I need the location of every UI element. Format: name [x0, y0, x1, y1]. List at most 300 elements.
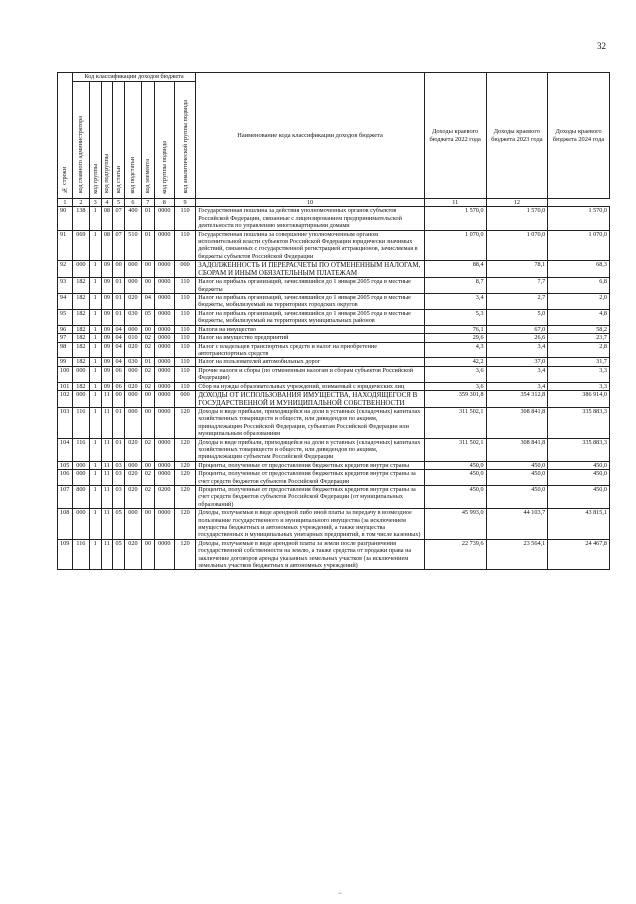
- row-number: 103: [58, 407, 73, 438]
- code-subgroup-cell: 11: [101, 390, 113, 407]
- code-subgroup-cell: 11: [101, 407, 113, 438]
- amount-2024: 31,7: [548, 358, 610, 366]
- code-group-header: код группы: [89, 82, 101, 199]
- code-article-cell: 03: [113, 470, 125, 486]
- code-subgroup-cell: 09: [101, 366, 113, 382]
- code-subtype-group-cell: 0200: [154, 486, 174, 509]
- amount-2022: 8,7: [424, 278, 486, 294]
- code-subtype-group-cell: 0000: [154, 325, 174, 333]
- code-subgroup-cell: 11: [101, 438, 113, 461]
- code-admin-cell: 000: [72, 461, 89, 469]
- code-subarticle-cell: 000: [124, 509, 141, 540]
- code-element-cell: 02: [141, 438, 154, 461]
- amount-2022: 311 502,1: [424, 407, 486, 438]
- code-subtype-group-header: код группы подвида: [154, 82, 174, 199]
- amount-2023: 354 312,8: [486, 390, 548, 407]
- code-element-cell: 02: [141, 342, 154, 358]
- amount-2023: 308 841,8: [486, 407, 548, 438]
- table-row: [58, 390, 610, 407]
- name-column-header: Наименование кода классификации доходов бюджета: [196, 73, 425, 199]
- amount-2024: 1 570,0: [548, 207, 610, 230]
- code-article-cell: 01: [113, 309, 125, 325]
- code-analytic-group-cell: 110: [174, 207, 195, 230]
- amount-2023: 1 070,0: [486, 230, 548, 261]
- code-subtype-group-cell: 0000: [154, 438, 174, 461]
- code-subarticle-cell: 000: [124, 461, 141, 469]
- code-analytic-group-cell: 000: [174, 390, 195, 407]
- code-subgroup-cell: 11: [101, 509, 113, 540]
- classification-name: Налог на прибыль организаций, зачислявшийся до 1 января 2005 года в местные бюджеты, мобилизуемый на территориях городских округов: [196, 294, 425, 310]
- code-element-cell: 02: [141, 470, 154, 486]
- table-row: [58, 509, 610, 540]
- code-article-cell: 05: [113, 509, 125, 540]
- code-subtype-group-cell: 0000: [154, 207, 174, 230]
- row-number: 102: [58, 390, 73, 407]
- code-group-cell: 1: [89, 261, 101, 278]
- code-group-cell: 1: [89, 342, 101, 358]
- amount-2023: 78,1: [486, 261, 548, 278]
- code-subgroup-cell: 08: [101, 207, 113, 230]
- amount-2024: 450,0: [548, 470, 610, 486]
- row-number: 108: [58, 509, 73, 540]
- amount-2023: 3,4: [486, 342, 548, 358]
- row-number: 101: [58, 382, 73, 390]
- table-row: [58, 334, 610, 342]
- footer-mark: ~: [338, 890, 342, 898]
- classification-group-header: Код классификации доходов бюджета: [72, 73, 195, 82]
- table-row: [58, 539, 610, 570]
- column-number-row: [58, 199, 610, 207]
- amount-2023: 37,0: [486, 358, 548, 366]
- code-subgroup-cell: 09: [101, 382, 113, 390]
- code-element-cell: 00: [141, 390, 154, 407]
- column-number: 2: [72, 199, 89, 207]
- classification-name: Налог на пользователей автомобильных дорог: [196, 358, 425, 366]
- table-row: [58, 461, 610, 469]
- code-subarticle-cell: 020: [124, 539, 141, 570]
- row-number: 107: [58, 486, 73, 509]
- table-row: [58, 342, 610, 358]
- code-article-cell: 00: [113, 261, 125, 278]
- amount-2024: 2,8: [548, 342, 610, 358]
- code-group-cell: 1: [89, 438, 101, 461]
- code-subarticle-cell: 020: [124, 382, 141, 390]
- code-analytic-group-cell: 110: [174, 366, 195, 382]
- amount-2024: 3,3: [548, 366, 610, 382]
- table-row: [58, 486, 610, 509]
- code-article-cell: 06: [113, 382, 125, 390]
- code-analytic-group-cell: 120: [174, 486, 195, 509]
- classification-name: Доходы, получаемые в виде арендной платы за земли после разграничения государственной собственности на землю, а также средства от продажи права на заключение договоров аренды указанных земельных участков (за исключением земельных участков бюджетных и автономных учреждений): [196, 539, 425, 570]
- code-analytic-group-cell: 000: [174, 261, 195, 278]
- classification-name: Доходы, получаемые в виде арендной либо иной платы за передачу в возмездное пользование государственного и муниципального имущества (за исключением имущества бюджетных и автономных учреждений, а также имущества государственных и муниципальных унитарных предприятий, в том числе казенных): [196, 509, 425, 540]
- code-subgroup-cell: 09: [101, 342, 113, 358]
- column-number: 8: [154, 199, 174, 207]
- code-article-cell: 01: [113, 294, 125, 310]
- code-element-cell: 00: [141, 539, 154, 570]
- table-row: [58, 438, 610, 461]
- column-number: 3: [89, 199, 101, 207]
- code-admin-cell: 182: [72, 358, 89, 366]
- code-element-cell: 00: [141, 261, 154, 278]
- code-analytic-group-cell: 120: [174, 539, 195, 570]
- amount-2023: 23 564,1: [486, 539, 548, 570]
- classification-name: Сбор на нужды образовательных учреждений, взимаемый с юридических лиц: [196, 382, 425, 390]
- classification-name: ДОХОДЫ ОТ ИСПОЛЬЗОВАНИЯ ИМУЩЕСТВА, НАХОДЯЩЕГОСЯ В ГОСУДАРСТВЕННОЙ И МУНИЦИПАЛЬНОЙ СОБСТВЕННОСТИ: [196, 390, 425, 407]
- classification-name: Налог на прибыль организаций, зачислявшийся до 1 января 2005 года в местные бюджеты, мобилизуемый на территориях муниципальных районов: [196, 309, 425, 325]
- code-admin-cell: 000: [72, 470, 89, 486]
- amount-2022: 3,6: [424, 366, 486, 382]
- code-element-cell: 02: [141, 366, 154, 382]
- amount-2024: 450,0: [548, 486, 610, 509]
- code-element-cell: 02: [141, 486, 154, 509]
- classification-name: Налоги на имущество: [196, 325, 425, 333]
- code-group-cell: 1: [89, 230, 101, 261]
- code-subarticle-cell: 510: [124, 230, 141, 261]
- amount-2023: 450,0: [486, 486, 548, 509]
- amount-2024: 386 914,0: [548, 390, 610, 407]
- code-analytic-group-cell: 120: [174, 438, 195, 461]
- amount-2022: 29,6: [424, 334, 486, 342]
- code-admin-cell: 182: [72, 334, 89, 342]
- code-article-cell: 01: [113, 278, 125, 294]
- code-article-cell: 04: [113, 342, 125, 358]
- amount-2022: 311 502,1: [424, 438, 486, 461]
- code-element-cell: 01: [141, 230, 154, 261]
- column-number: 6: [124, 199, 141, 207]
- column-number: 7: [141, 199, 154, 207]
- amount-2022: 359 301,8: [424, 390, 486, 407]
- code-group-cell: 1: [89, 309, 101, 325]
- row-number: 109: [58, 539, 73, 570]
- code-subarticle-cell: 000: [124, 325, 141, 333]
- code-analytic-group-cell: 110: [174, 342, 195, 358]
- row-number: 105: [58, 461, 73, 469]
- code-subarticle-cell: 000: [124, 390, 141, 407]
- code-subtype-group-cell: 0000: [154, 278, 174, 294]
- code-subarticle-cell: 010: [124, 334, 141, 342]
- code-element-cell: 00: [141, 509, 154, 540]
- code-analytic-group-cell: 110: [174, 334, 195, 342]
- code-subgroup-cell: 11: [101, 461, 113, 469]
- code-group-cell: 1: [89, 358, 101, 366]
- code-analytic-group-cell: 110: [174, 309, 195, 325]
- column-number: 12: [486, 199, 548, 207]
- code-subtype-group-cell: 0000: [154, 342, 174, 358]
- code-article-cell: 01: [113, 407, 125, 438]
- code-subtype-group-cell: 0000: [154, 382, 174, 390]
- row-number: 104: [58, 438, 73, 461]
- classification-name: Проценты, полученные от предоставления бюджетных кредитов внутри страны за счет средств бюджетов субъектов Российской Федерации (от муниципальных образований): [196, 486, 425, 509]
- code-analytic-group-cell: 120: [174, 470, 195, 486]
- code-subgroup-cell: 09: [101, 278, 113, 294]
- amount-2022: 1 070,0: [424, 230, 486, 261]
- row-number: 98: [58, 342, 73, 358]
- code-article-cell: 04: [113, 334, 125, 342]
- code-subtype-group-cell: 0000: [154, 358, 174, 366]
- amount-2022: 1 570,0: [424, 207, 486, 230]
- amount-2023: 450,0: [486, 461, 548, 469]
- code-article-cell: 04: [113, 325, 125, 333]
- code-subtype-group-cell: 0000: [154, 509, 174, 540]
- column-number: 1: [58, 199, 73, 207]
- code-article-cell: 01: [113, 438, 125, 461]
- code-element-cell: 05: [141, 309, 154, 325]
- code-article-cell: 05: [113, 539, 125, 570]
- amount-2022: 42,2: [424, 358, 486, 366]
- code-subtype-group-cell: 0000: [154, 407, 174, 438]
- code-element-cell: 01: [141, 358, 154, 366]
- code-group-cell: 1: [89, 509, 101, 540]
- code-admin-cell: 800: [72, 486, 89, 509]
- code-group-cell: 1: [89, 390, 101, 407]
- code-subarticle-cell: 020: [124, 342, 141, 358]
- amount-2023: 44 103,7: [486, 509, 548, 540]
- code-element-cell: 00: [141, 407, 154, 438]
- column-number: 5: [113, 199, 125, 207]
- code-article-header: код статьи: [113, 82, 125, 199]
- amount-2024: 24 467,8: [548, 539, 610, 570]
- code-group-cell: 1: [89, 294, 101, 310]
- code-element-cell: 02: [141, 382, 154, 390]
- row-number: 93: [58, 278, 73, 294]
- code-group-cell: 1: [89, 407, 101, 438]
- code-subgroup-cell: 09: [101, 261, 113, 278]
- row-number-header: № строки: [58, 73, 73, 199]
- code-subgroup-cell: 09: [101, 334, 113, 342]
- amount-2023: 308 841,8: [486, 438, 548, 461]
- code-subgroup-cell: 09: [101, 325, 113, 333]
- code-subgroup-cell: 11: [101, 539, 113, 570]
- classification-name: Прочие налоги и сборы (по отмененным налогам и сборам субъектов Российской Федерации): [196, 366, 425, 382]
- code-article-cell: 03: [113, 461, 125, 469]
- code-subtype-group-cell: 0000: [154, 461, 174, 469]
- code-subarticle-cell: 030: [124, 309, 141, 325]
- code-article-cell: 03: [113, 486, 125, 509]
- code-group-cell: 1: [89, 325, 101, 333]
- code-subtype-group-cell: 0000: [154, 309, 174, 325]
- table-row: [58, 278, 610, 294]
- amount-2022: 76,1: [424, 325, 486, 333]
- code-subgroup-cell: 09: [101, 309, 113, 325]
- amount-2022: 22 739,6: [424, 539, 486, 570]
- code-admin-cell: 182: [72, 309, 89, 325]
- column-number: 4: [101, 199, 113, 207]
- code-group-cell: 1: [89, 207, 101, 230]
- table-row: [58, 358, 610, 366]
- classification-name: Проценты, полученные от предоставления бюджетных кредитов внутри страны: [196, 461, 425, 469]
- row-number: 92: [58, 261, 73, 278]
- amount-2023: 1 570,0: [486, 207, 548, 230]
- code-article-cell: 06: [113, 366, 125, 382]
- code-article-cell: 07: [113, 230, 125, 261]
- code-admin-cell: 182: [72, 325, 89, 333]
- row-number: 106: [58, 470, 73, 486]
- code-element-cell: 00: [141, 461, 154, 469]
- amount-2022: 450,0: [424, 461, 486, 469]
- code-admin-cell: 000: [72, 261, 89, 278]
- amount-2023: 5,0: [486, 309, 548, 325]
- code-article-cell: 04: [113, 358, 125, 366]
- table-row: [58, 230, 610, 261]
- code-subarticle-cell: 000: [124, 278, 141, 294]
- code-subgroup-cell: 09: [101, 358, 113, 366]
- code-admin-cell: 000: [72, 366, 89, 382]
- amount-2024: 335 883,3: [548, 438, 610, 461]
- code-subarticle-cell: 020: [124, 470, 141, 486]
- code-subgroup-cell: 11: [101, 470, 113, 486]
- classification-name: Государственная пошлина за совершение уполномоченным органом исполнительной власти субъектов Российской Федерации юридически значимых действий, связанных с государственной регистрацией аттракционов, зачисляемая в бюджеты субъектов Российской Федерации: [196, 230, 425, 261]
- amount-2022: 5,3: [424, 309, 486, 325]
- year-2023-header: Доходы краевого бюджета 2023 года: [486, 73, 548, 199]
- code-subtype-group-cell: 0000: [154, 294, 174, 310]
- table-row: [58, 294, 610, 310]
- code-subgroup-cell: 09: [101, 294, 113, 310]
- amount-2024: 58,2: [548, 325, 610, 333]
- row-number: 95: [58, 309, 73, 325]
- code-subgroup-cell: 11: [101, 486, 113, 509]
- column-number: 11: [424, 199, 486, 207]
- revenue-classification-table: [57, 72, 610, 570]
- code-analytic-group-cell: 120: [174, 509, 195, 540]
- code-analytic-group-cell: 110: [174, 278, 195, 294]
- code-subarticle-cell: 020: [124, 438, 141, 461]
- amount-2024: 1 070,0: [548, 230, 610, 261]
- table-row: [58, 207, 610, 230]
- code-analytic-group-cell: 120: [174, 407, 195, 438]
- amount-2022: 3,4: [424, 294, 486, 310]
- amount-2024: 43 815,1: [548, 509, 610, 540]
- amount-2022: 3,6: [424, 382, 486, 390]
- classification-name: Государственная пошлина за действия уполномоченных органов субъектов Российской Федерации, связанные с лицензированием предпринимательской деятельности по управлению многоквартирными домами: [196, 207, 425, 230]
- code-article-cell: 07: [113, 207, 125, 230]
- code-admin-cell: 182: [72, 382, 89, 390]
- code-article-cell: 00: [113, 390, 125, 407]
- code-admin-cell: 182: [72, 342, 89, 358]
- classification-name: Проценты, полученные от предоставления бюджетных кредитов внутри страны за счет средств бюджетов субъектов Российской Федерации: [196, 470, 425, 486]
- code-subtype-group-cell: 0000: [154, 230, 174, 261]
- classification-name: Доходы в виде прибыли, приходящейся на доли в уставных (складочных) капиталах хозяйственных товариществ и обществ, или дивидендов по акциям, принадлежащим Российской Федерации, субъектам Российской Федерации или муниципальным образованиям: [196, 407, 425, 438]
- row-number: 97: [58, 334, 73, 342]
- code-element-cell: 00: [141, 325, 154, 333]
- code-subgroup-cell: 08: [101, 230, 113, 261]
- classification-name: ЗАДОЛЖЕННОСТЬ И ПЕРЕРАСЧЕТЫ ПО ОТМЕНЕННЫМ НАЛОГАМ, СБОРАМ И ИНЫМ ОБЯЗАТЕЛЬНЫМ ПЛАТЕЖАМ: [196, 261, 425, 278]
- amount-2022: 4,3: [424, 342, 486, 358]
- code-subtype-group-cell: 0000: [154, 470, 174, 486]
- amount-2022: 450,0: [424, 470, 486, 486]
- year-2024-header: Доходы краевого бюджета 2024 года: [548, 73, 610, 199]
- row-number: 96: [58, 325, 73, 333]
- classification-name: Доходы в виде прибыли, приходящейся на доли в уставных (складочных) капиталах хозяйственных товариществ и обществ, или дивидендов по акциям, принадлежащим субъектам Российской Федерации: [196, 438, 425, 461]
- classification-name: Налог на прибыль организаций, зачислявшийся до 1 января 2005 года в местные бюджеты: [196, 278, 425, 294]
- amount-2023: 26,6: [486, 334, 548, 342]
- amount-2024: 450,0: [548, 461, 610, 469]
- code-analytic-group-cell: 120: [174, 461, 195, 469]
- row-number: 90: [58, 207, 73, 230]
- amount-2022: 88,4: [424, 261, 486, 278]
- code-subarticle-cell: 400: [124, 207, 141, 230]
- code-subtype-group-cell: 0000: [154, 366, 174, 382]
- code-element-cell: 04: [141, 294, 154, 310]
- table-row: [58, 325, 610, 333]
- code-subarticle-cell: 020: [124, 486, 141, 509]
- row-number: 100: [58, 366, 73, 382]
- table-body: [58, 207, 610, 570]
- code-admin-cell: 000: [72, 509, 89, 540]
- code-subtype-group-cell: 0000: [154, 539, 174, 570]
- amount-2022: 450,0: [424, 486, 486, 509]
- code-analytic-group-cell: 110: [174, 325, 195, 333]
- code-group-cell: 1: [89, 366, 101, 382]
- amount-2022: 45 993,0: [424, 509, 486, 540]
- code-group-cell: 1: [89, 461, 101, 469]
- code-admin-cell: 138: [72, 207, 89, 230]
- amount-2023: 67,0: [486, 325, 548, 333]
- code-admin-cell: 116: [72, 539, 89, 570]
- code-group-cell: 1: [89, 278, 101, 294]
- code-analytic-group-cell: 110: [174, 230, 195, 261]
- code-group-cell: 1: [89, 539, 101, 570]
- classification-name: Налог с владельцев транспортных средств и налог на приобретение автотранспортных средств: [196, 342, 425, 358]
- amount-2024: 335 883,3: [548, 407, 610, 438]
- year-2022-header: Доходы краевого бюджета 2022 года: [424, 73, 486, 199]
- amount-2024: 2,0: [548, 294, 610, 310]
- code-subtype-group-cell: 0000: [154, 390, 174, 407]
- code-subtype-group-cell: 0000: [154, 334, 174, 342]
- code-group-cell: 1: [89, 470, 101, 486]
- code-admin-cell: 000: [72, 390, 89, 407]
- code-group-cell: 1: [89, 334, 101, 342]
- code-element-cell: 00: [141, 278, 154, 294]
- code-admin-cell: 116: [72, 438, 89, 461]
- code-group-cell: 1: [89, 486, 101, 509]
- amount-2023: 7,7: [486, 278, 548, 294]
- code-element-header: код элемента: [141, 82, 154, 199]
- code-admin-header: код главного администратора: [72, 82, 89, 199]
- code-subarticle-cell: 000: [124, 261, 141, 278]
- table-row: [58, 366, 610, 382]
- code-admin-cell: 069: [72, 230, 89, 261]
- amount-2023: 450,0: [486, 470, 548, 486]
- table-row: [58, 309, 610, 325]
- code-admin-cell: 182: [72, 294, 89, 310]
- amount-2023: 3,4: [486, 382, 548, 390]
- column-number: 9: [174, 199, 195, 207]
- page-number: 32: [597, 41, 606, 51]
- code-admin-cell: 116: [72, 407, 89, 438]
- code-admin-cell: 182: [72, 278, 89, 294]
- code-analytic-group-cell: 110: [174, 358, 195, 366]
- row-number: 94: [58, 294, 73, 310]
- table-row: [58, 407, 610, 438]
- amount-2024: 3,3: [548, 382, 610, 390]
- amount-2024: 68,3: [548, 261, 610, 278]
- table-row: [58, 382, 610, 390]
- amount-2024: 23,7: [548, 334, 610, 342]
- amount-2023: 3,4: [486, 366, 548, 382]
- code-subarticle-cell: 020: [124, 294, 141, 310]
- code-subarticle-cell: 000: [124, 366, 141, 382]
- code-element-cell: 01: [141, 207, 154, 230]
- code-element-cell: 02: [141, 334, 154, 342]
- table-row: [58, 261, 610, 278]
- amount-2024: 6,8: [548, 278, 610, 294]
- code-subgroup-header: код подгруппы: [101, 82, 113, 199]
- code-subarticle-header: код подстатьи: [124, 82, 141, 199]
- code-analytic-group-header: код аналитической группы подвида: [174, 82, 195, 199]
- amount-2023: 2,7: [486, 294, 548, 310]
- code-subarticle-cell: 030: [124, 358, 141, 366]
